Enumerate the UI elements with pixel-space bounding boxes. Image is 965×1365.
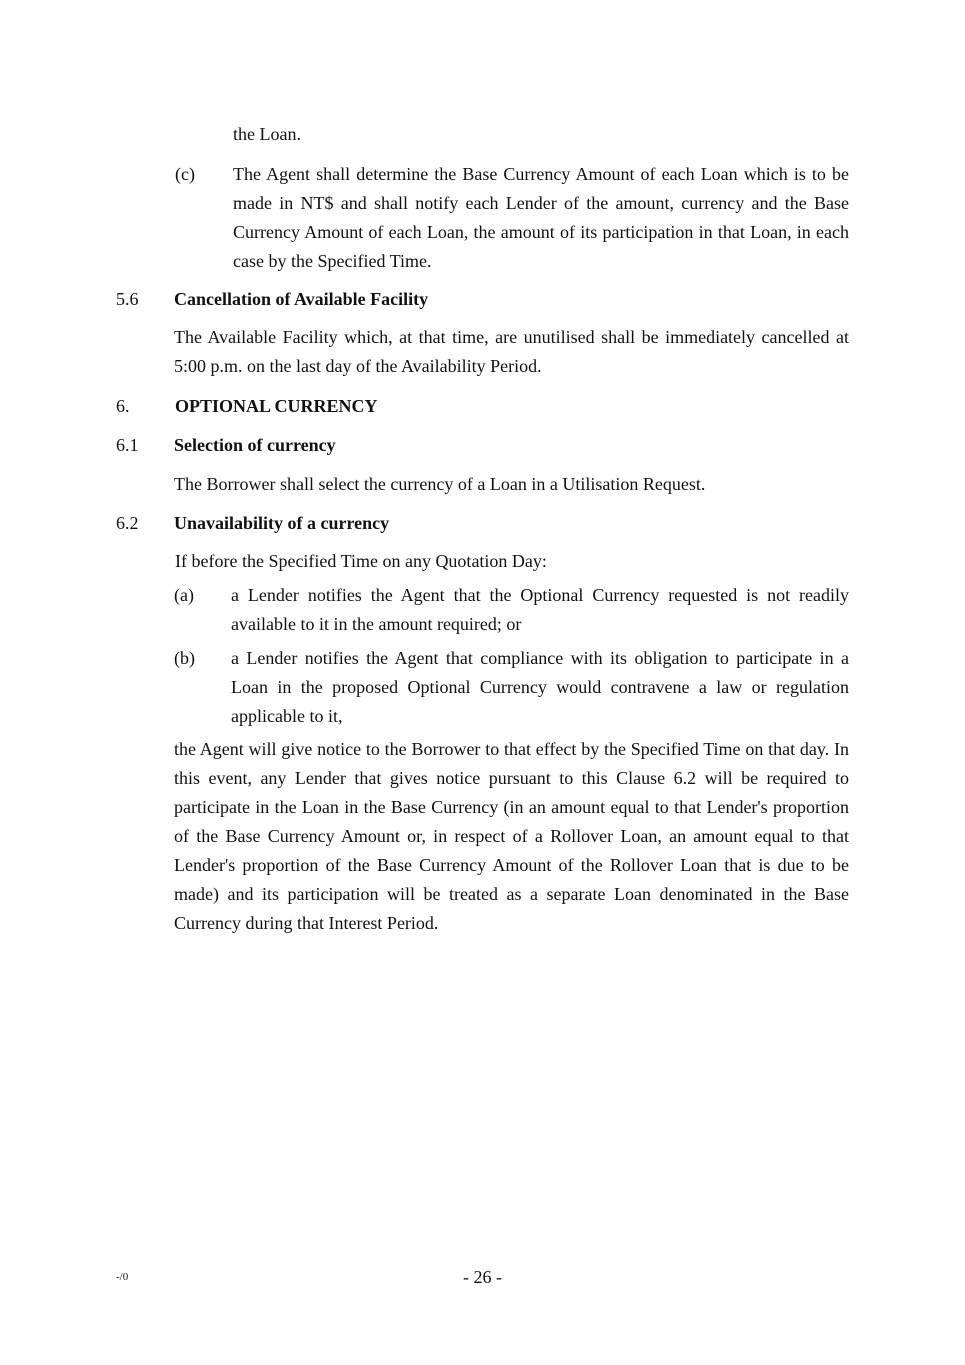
- section-6-1-heading: Selection of currency: [174, 435, 336, 455]
- section-6-2-intro: If before the Specified Time on any Quotation Day:: [175, 551, 547, 571]
- item-a-label: (a): [174, 585, 194, 605]
- item-b-label: (b): [174, 648, 195, 668]
- section-5-6-body: The Available Facility which, at that time, are unutilised shall be immediately cancelled at 5:00 p.m. on the last day of the Availability Period.: [174, 327, 849, 376]
- page-number: - 26 -: [463, 1267, 502, 1287]
- section-5-6-number: 5.6: [116, 289, 139, 309]
- section-6-heading: OPTIONAL CURRENCY: [175, 396, 378, 416]
- section-6-number: 6.: [116, 396, 130, 416]
- section-6-1-number: 6.1: [116, 435, 139, 455]
- item-c-label: (c): [175, 164, 195, 184]
- section-6-2-conclusion: the Agent will give notice to the Borrower to that effect by the Specified Time on that day. In this event, any Lender that gives notice pursuant to this Clause 6.2 will be required to participate in the Loan in the Base Currency (in an amount equal to that Lender's proportion of the Base Currency Amount or, in respect of a Rollover Loan, an amount equal to that Lender's proportion of the Base Currency Amount of the Rollover Loan that is due to be made) and its participation will be treated as a separate Loan denominated in the Base Currency during that Interest Period.: [174, 739, 849, 933]
- footer-reference: -/0: [116, 1271, 129, 1283]
- section-5-6-heading: Cancellation of Available Facility: [174, 289, 429, 309]
- item-a-text: a Lender notifies the Agent that the Optional Currency requested is not readily available to it in the amount required; or: [231, 585, 849, 634]
- continuation-text: the Loan.: [233, 124, 301, 144]
- section-6-1-body: The Borrower shall select the currency of a Loan in a Utilisation Request.: [174, 474, 706, 494]
- item-c-text: The Agent shall determine the Base Currency Amount of each Loan which is to be made in NT$ and shall notify each Lender of the amount, currency and the Base Currency Amount of each Loan, the amount of its participation in that Loan, in each case by the Specified Time.: [233, 164, 849, 271]
- item-b-text: a Lender notifies the Agent that compliance with its obligation to participate in a Loan in the proposed Optional Currency would contravene a law or regulation applicable to it,: [231, 648, 849, 726]
- section-6-2-heading: Unavailability of a currency: [174, 513, 390, 533]
- section-6-2-number: 6.2: [116, 513, 139, 533]
